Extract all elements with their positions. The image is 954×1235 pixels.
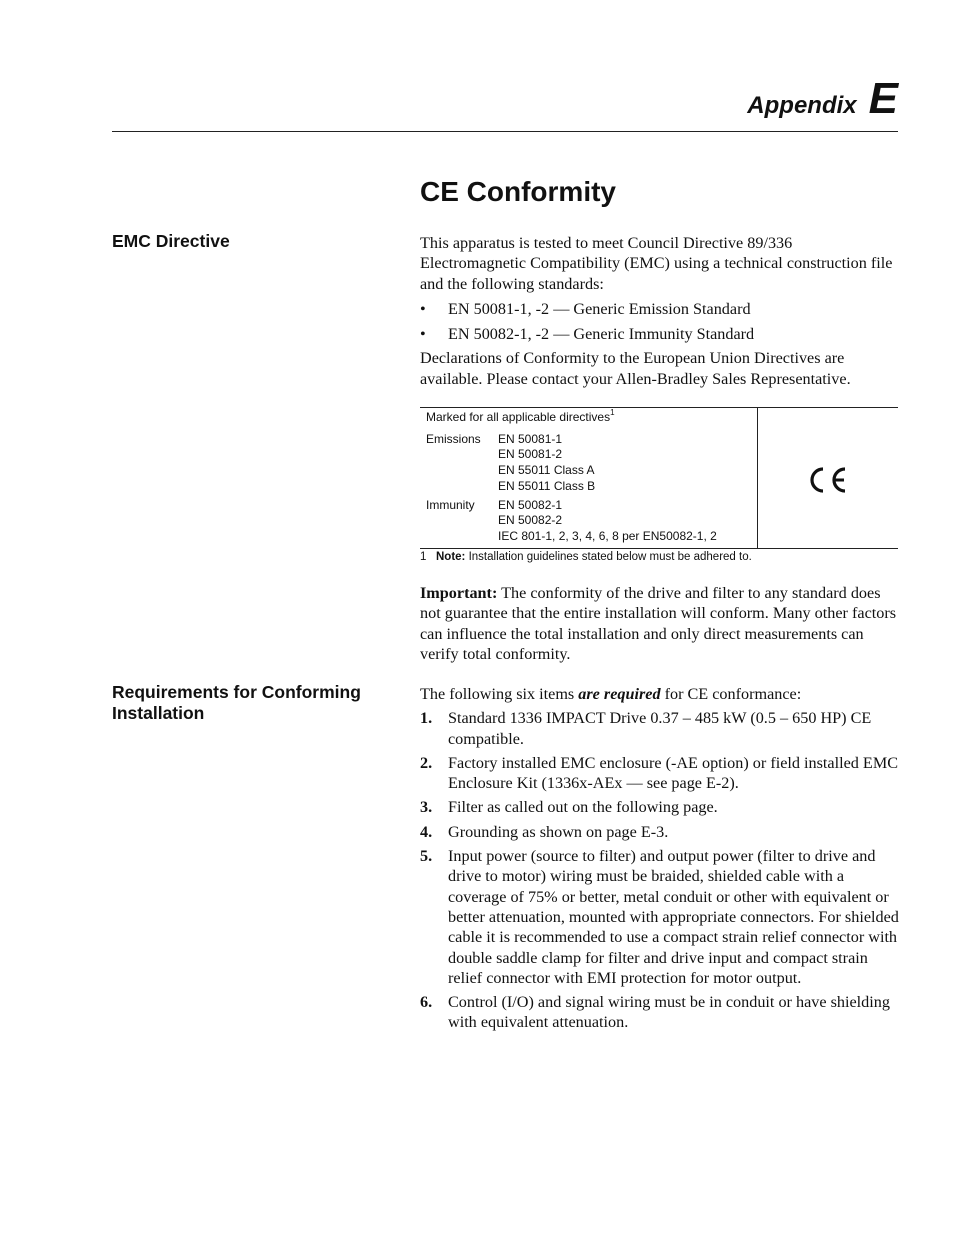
item-text: Filter as called out on the following page. [448,798,718,817]
standard-item-immunity: EN 50082-1, -2 — Generic Immunity Standard [448,325,755,344]
item-number: 5. [420,847,433,866]
ce-marking-table [420,407,898,549]
item-number: 2. [420,753,433,772]
intro-emphasis: are required [578,685,661,703]
bullet-icon: • [420,299,426,318]
item-number: 4. [420,822,433,841]
important-label: Important: [420,584,498,602]
emissions-row [426,432,756,495]
emission-standard: EN 50081-2 [498,447,563,462]
emc-section [420,233,900,389]
important-note [420,583,900,664]
list-item [420,324,900,344]
bullet-icon: • [420,325,426,344]
immunity-standard: EN 50082-2 [498,513,563,528]
emission-standard: EN 50081-1 [498,431,563,446]
immunity-row [426,498,756,545]
ce-mark-icon [806,465,848,495]
intro-text-end: for CE conformance: [660,685,802,703]
emc-directive-heading: EMC Directive [112,231,230,251]
emission-standard: EN 55011 Class B [498,478,596,493]
table-caption [426,410,756,426]
page-title: CE Conformity [420,176,616,207]
list-item [420,797,900,817]
emissions-label: Emissions [426,431,481,446]
list-item [420,299,900,319]
footnote-text: Installation guidelines stated below must be adhered to. [468,551,752,563]
item-text: Control (I/O) and signal wiring must be in conduit or have shielding with equivalent attenuation. [448,993,890,1032]
item-number: 1. [420,709,433,728]
immunity-label: Immunity [426,497,475,512]
standard-item-emission: EN 50081-1, -2 — Generic Emission Standard [448,299,751,318]
table-divider [757,408,758,548]
immunity-standard: IEC 801-1, 2, 3, 4, 6, 8 per EN50082-1, 2 [498,528,717,543]
list-item [420,753,900,794]
item-number: 6. [420,993,433,1012]
immunity-standards [498,498,717,545]
footnote-number: 1 [420,551,427,563]
appendix-header [747,74,898,124]
list-item [420,846,900,988]
intro-text: The following six items [420,685,579,703]
requirements-section [420,684,900,1033]
immunity-standard: EN 50082-1 [498,497,563,512]
table-caption-text: Marked for all applicable directives [426,410,611,424]
item-text: Grounding as shown on page E-3. [448,822,669,841]
appendix-word: Appendix [747,92,857,119]
emissions-standards [498,432,595,495]
requirements-list [420,708,900,1032]
appendix-letter: E [868,74,898,123]
requirements-heading: Requirements for Conforming Installation [112,682,361,723]
requirements-intro [420,684,900,704]
list-item [420,822,900,842]
item-text: Input power (source to filter) and output power (filter to drive and drive to motor) wiring must be braided, shielded cable with a coverage of 75% or better, metal conduit or other with equivalent or better attenuation, mounted with appropriate connectors. For shielded cable it is recommended to use a compact strain relief connector with double saddle clamp for filter and drive input and compact strain relief connector with EMI protection for motor output. [448,847,899,987]
standards-list [420,299,900,345]
footnote-ref: 1 [610,408,615,417]
declaration-text: Declarations of Conformity to the European Union Directives are available. Please contact your Allen-Bradley Sales Representative. [420,349,851,388]
ce-table-left [426,410,756,545]
item-text: Factory installed EMC enclosure (-AE option) or field installed EMC Enclosure Kit (1336x-AEx — see page E-2). [448,753,899,793]
item-number: 3. [420,798,433,817]
footnote-label: Note: [436,551,466,563]
emission-standard: EN 55011 Class A [498,463,595,478]
list-item [420,992,900,1033]
list-item [420,708,900,749]
header-rule [112,131,898,132]
important-text: The conformity of the drive and filter to any standard does not guarantee that the entire installation will conform. Many other factors can influence the total installation and only direct measurements can verify total conformity. [420,584,897,663]
table-footnote [420,551,752,563]
item-text: Standard 1336 IMPACT Drive 0.37 – 485 kW (0.5 – 650 HP) CE compatible. [448,709,872,748]
emc-intro: This apparatus is tested to meet Council Directive 89/336 Electromagnetic Compatibility (EMC) using a technical construction file and the following standards: [420,234,893,293]
